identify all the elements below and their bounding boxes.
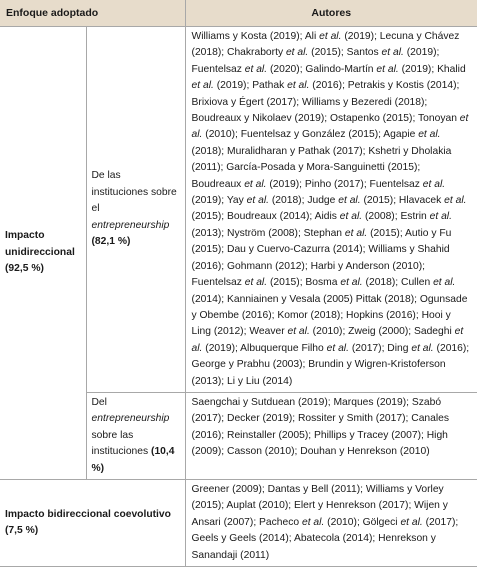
et-al-text: et al. — [301, 516, 325, 528]
et-al-text: et al. — [244, 178, 267, 190]
et-al-text: et al. — [287, 326, 310, 338]
subgroup-pct: (10,4 %) — [91, 446, 175, 474]
et-al-text: et al. — [344, 227, 368, 239]
et-al-text: et al. — [191, 80, 214, 92]
subgroup-cell — [86, 27, 185, 393]
author-citations: (2018); Cullen — [362, 277, 434, 289]
author-citations: (2015); Boudreaux (2014); Aidis — [191, 211, 340, 223]
enfoque-label: Impacto bidireccional coevolutivo — [5, 508, 171, 520]
subgroup-label-post: sobre las instituciones — [91, 429, 152, 458]
author-citations: (2010); Zweig (2000); Sadeghi — [309, 326, 455, 338]
author-citations: (2010); Fuentelsaz y González (2015); Agapie — [202, 129, 419, 141]
author-citations: (2013); Nyström (2008); Stephan — [191, 227, 345, 239]
header-autores: Autores — [185, 0, 477, 27]
subgroup-label-italic: entrepreneurship — [91, 219, 170, 231]
subgroup-label-pre: De las instituciones sobre el — [91, 170, 177, 215]
et-al-text: et al. — [319, 31, 342, 42]
et-al-text: et al. — [326, 342, 349, 354]
subgroup-label-italic: entrepreneurship — [91, 413, 170, 425]
author-citations: (2018); Muralidharan y Pathak (2017); Kshetri y Dholakia (2011); García-Posada y Mora-Sanguinetti (2015); Boudreaux — [191, 145, 452, 190]
et-al-text: et al. — [338, 195, 361, 207]
enfoque-cell — [0, 479, 185, 566]
et-al-text: et al. — [244, 63, 268, 75]
et-al-text: et al. — [376, 63, 399, 75]
enfoque-cell — [0, 27, 86, 480]
et-al-text: et al. — [340, 277, 363, 289]
et-al-text: et al. — [400, 516, 423, 528]
subgroup-label-pre: Del — [91, 396, 107, 408]
author-citations: (2015); Autio y Fu (2015); Dau y Cuervo-Cazurra (2014); Williams y Shahid (2016); Gohmann (2012); Harbi y Anderson (2010); Fuentelsaz — [191, 227, 452, 289]
author-citations: (2014); Kanniainen y Vesala (2005) Pittak (2018); Ogunsade y Obembe (2016); Komor (2018); Hopkins (2016); Hooi y Ling (2012); Weaver — [191, 293, 468, 338]
et-al-text: et al. — [411, 342, 434, 354]
author-citations: (2010); Gölgeci — [324, 516, 401, 528]
author-citations: (2017); Ding — [348, 342, 412, 354]
author-citations: (2019); Khalid — [398, 63, 466, 75]
table-row — [0, 479, 477, 566]
et-al-text: et al. — [444, 195, 467, 207]
subgroup-pct: (82,1 %) — [91, 236, 131, 248]
et-al-text: et al. — [429, 211, 452, 223]
authors-cell — [185, 392, 477, 479]
author-citations: (2019); Pinho (2017); Fuentelsaz — [266, 178, 423, 190]
enfoque-pct: (92,5 %) — [5, 263, 44, 275]
author-citations: (2019); Albuquerque Filho — [202, 342, 327, 354]
authors-cell — [185, 27, 477, 393]
author-citations: (2015); Bosma — [267, 277, 341, 289]
author-citations: Williams y Kosta (2019); Ali — [191, 31, 320, 42]
author-citations: (2016); Petrakis y Kostis (2014); Brixiova y Égert (2017); Williams y Bezeredi (2018); Boudreaux y Nikolaev (2019); Ostapenko (2015); Tonoyan — [191, 80, 460, 125]
et-al-text: et al. — [287, 80, 310, 92]
et-al-text: et al. — [381, 47, 404, 59]
table-header-row — [0, 0, 477, 27]
author-citations: (2019); Pathak — [213, 80, 288, 92]
et-al-text: et al. — [244, 277, 268, 289]
author-citations: (2017); Geels y Geels (2014); Abatecola (2014); Henrekson y Sanandaji (2011) — [191, 516, 459, 561]
et-al-text: et al. — [246, 195, 269, 207]
author-citations: (2008); Estrin — [362, 211, 430, 223]
et-al-text: et al. — [433, 277, 456, 289]
author-citations: (2018); Judge — [268, 195, 339, 207]
authors-cell — [185, 479, 477, 566]
author-citations: (2016); George y Prabhu (2003); Brundin y Wigren-Kristoferson (2013); Li y Liu (2014) — [191, 342, 470, 387]
et-al-text: et al. — [191, 113, 469, 141]
et-al-text: et al. — [422, 178, 446, 190]
author-citations: (2015); Santos — [308, 47, 382, 59]
et-al-text: et al. — [191, 326, 464, 354]
author-citations: (2020); Galindo-Martín — [267, 63, 377, 75]
author-citations: Saengchai y Sutduean (2019); Marques (2019); Szabó (2017); Decker (2019); Rossiter y Smith (2017); Canales (2016); Reinstaller (2005); Phillips y Tracey (2007); High (2009); Casson (2010); Douhan y Henrekson (2010) — [191, 396, 450, 458]
subgroup-cell — [86, 392, 185, 479]
author-citations: (2019); Fuentelsaz — [191, 47, 440, 75]
et-al-text: et al. — [418, 129, 441, 141]
et-al-text: et al. — [339, 211, 363, 223]
enfoque-pct: (7,5 %) — [5, 524, 39, 536]
enfoque-label: Impacto unidireccional — [5, 230, 75, 258]
et-al-text: et al. — [285, 47, 309, 59]
table-row — [0, 27, 477, 393]
author-citations: (2019); Yay — [191, 195, 247, 207]
author-citations: Greener (2009); Dantas y Bell (2011); Williams y Vorley (2015); Auplat (2010); Elert y Henrekson (2017); Wijen y Ansari (2007); Pacheco — [191, 483, 448, 528]
author-citations: (2019); Lecuna y Chávez (2018); Chakraborty — [191, 31, 460, 59]
author-citations: (2015); Hlavacek — [360, 195, 445, 207]
header-enfoque: Enfoque adoptado — [0, 0, 185, 27]
